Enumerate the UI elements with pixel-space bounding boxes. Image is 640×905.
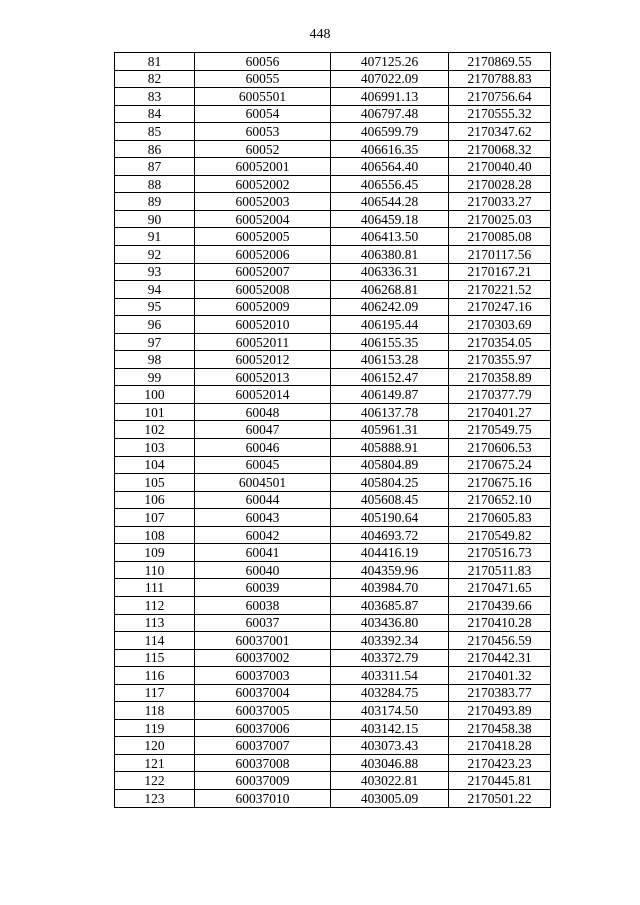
- x-coordinate-cell: 406459.18: [331, 210, 449, 228]
- table-row: [115, 228, 551, 246]
- point-id-cell: 60037002: [195, 649, 331, 667]
- y-coordinate-cell: 2170445.81: [449, 772, 551, 790]
- y-coordinate-cell: 2170456.59: [449, 632, 551, 650]
- row-number-cell: 107: [115, 509, 195, 527]
- point-id-cell: 60052013: [195, 368, 331, 386]
- point-id-cell: 60052005: [195, 228, 331, 246]
- point-id-cell: 60052009: [195, 298, 331, 316]
- row-number-cell: 85: [115, 123, 195, 141]
- table-row: [115, 333, 551, 351]
- y-coordinate-cell: 2170383.77: [449, 684, 551, 702]
- x-coordinate-cell: 404416.19: [331, 544, 449, 562]
- table-row: [115, 772, 551, 790]
- point-id-cell: 60052012: [195, 351, 331, 369]
- table-row: [115, 579, 551, 597]
- row-number-cell: 104: [115, 456, 195, 474]
- row-number-cell: 121: [115, 754, 195, 772]
- point-id-cell: 60052014: [195, 386, 331, 404]
- table-row: [115, 754, 551, 772]
- row-number-cell: 115: [115, 649, 195, 667]
- table-row: [115, 281, 551, 299]
- x-coordinate-cell: 403005.09: [331, 789, 449, 807]
- row-number-cell: 106: [115, 491, 195, 509]
- point-id-cell: 60052003: [195, 193, 331, 211]
- table-row: [115, 596, 551, 614]
- point-id-cell: 60039: [195, 579, 331, 597]
- x-coordinate-cell: 403436.80: [331, 614, 449, 632]
- x-coordinate-cell: 403174.50: [331, 702, 449, 720]
- coordinates-table: [114, 52, 551, 808]
- y-coordinate-cell: 2170358.89: [449, 368, 551, 386]
- y-coordinate-cell: 2170501.22: [449, 789, 551, 807]
- table-row: [115, 88, 551, 106]
- row-number-cell: 83: [115, 88, 195, 106]
- x-coordinate-cell: 403984.70: [331, 579, 449, 597]
- point-id-cell: 60041: [195, 544, 331, 562]
- row-number-cell: 98: [115, 351, 195, 369]
- row-number-cell: 109: [115, 544, 195, 562]
- x-coordinate-cell: 406564.40: [331, 158, 449, 176]
- point-id-cell: 60037: [195, 614, 331, 632]
- y-coordinate-cell: 2170458.38: [449, 719, 551, 737]
- row-number-cell: 90: [115, 210, 195, 228]
- table-row: [115, 316, 551, 334]
- y-coordinate-cell: 2170471.65: [449, 579, 551, 597]
- x-coordinate-cell: 405804.25: [331, 474, 449, 492]
- row-number-cell: 112: [115, 596, 195, 614]
- table-row: [115, 632, 551, 650]
- y-coordinate-cell: 2170221.52: [449, 281, 551, 299]
- table-row: [115, 53, 551, 71]
- y-coordinate-cell: 2170788.83: [449, 70, 551, 88]
- y-coordinate-cell: 2170247.16: [449, 298, 551, 316]
- x-coordinate-cell: 406413.50: [331, 228, 449, 246]
- x-coordinate-cell: 406149.87: [331, 386, 449, 404]
- x-coordinate-cell: 403073.43: [331, 737, 449, 755]
- row-number-cell: 111: [115, 579, 195, 597]
- row-number-cell: 100: [115, 386, 195, 404]
- x-coordinate-cell: 407022.09: [331, 70, 449, 88]
- x-coordinate-cell: 403372.79: [331, 649, 449, 667]
- row-number-cell: 102: [115, 421, 195, 439]
- row-number-cell: 97: [115, 333, 195, 351]
- point-id-cell: 60055: [195, 70, 331, 88]
- point-id-cell: 60038: [195, 596, 331, 614]
- table-row: [115, 667, 551, 685]
- y-coordinate-cell: 2170652.10: [449, 491, 551, 509]
- row-number-cell: 89: [115, 193, 195, 211]
- y-coordinate-cell: 2170511.83: [449, 561, 551, 579]
- y-coordinate-cell: 2170303.69: [449, 316, 551, 334]
- row-number-cell: 114: [115, 632, 195, 650]
- y-coordinate-cell: 2170605.83: [449, 509, 551, 527]
- table-row: [115, 421, 551, 439]
- x-coordinate-cell: 406242.09: [331, 298, 449, 316]
- point-id-cell: 60054: [195, 105, 331, 123]
- point-id-cell: 60037006: [195, 719, 331, 737]
- x-coordinate-cell: 405888.91: [331, 439, 449, 457]
- point-id-cell: 6004501: [195, 474, 331, 492]
- x-coordinate-cell: 405608.45: [331, 491, 449, 509]
- table-row: [115, 246, 551, 264]
- y-coordinate-cell: 2170516.73: [449, 544, 551, 562]
- y-coordinate-cell: 2170347.62: [449, 123, 551, 141]
- table-row: [115, 158, 551, 176]
- row-number-cell: 96: [115, 316, 195, 334]
- y-coordinate-cell: 2170410.28: [449, 614, 551, 632]
- table-row: [115, 649, 551, 667]
- row-number-cell: 105: [115, 474, 195, 492]
- x-coordinate-cell: 406152.47: [331, 368, 449, 386]
- x-coordinate-cell: 406195.44: [331, 316, 449, 334]
- point-id-cell: 60052008: [195, 281, 331, 299]
- x-coordinate-cell: 407125.26: [331, 53, 449, 71]
- table-row: [115, 684, 551, 702]
- y-coordinate-cell: 2170549.82: [449, 526, 551, 544]
- row-number-cell: 122: [115, 772, 195, 790]
- x-coordinate-cell: 406544.28: [331, 193, 449, 211]
- row-number-cell: 103: [115, 439, 195, 457]
- y-coordinate-cell: 2170117.56: [449, 246, 551, 264]
- row-number-cell: 95: [115, 298, 195, 316]
- point-id-cell: 60037008: [195, 754, 331, 772]
- y-coordinate-cell: 2170442.31: [449, 649, 551, 667]
- table-row: [115, 123, 551, 141]
- point-id-cell: 60052007: [195, 263, 331, 281]
- row-number-cell: 88: [115, 175, 195, 193]
- row-number-cell: 87: [115, 158, 195, 176]
- row-number-cell: 84: [115, 105, 195, 123]
- y-coordinate-cell: 2170167.21: [449, 263, 551, 281]
- row-number-cell: 101: [115, 403, 195, 421]
- point-id-cell: 60037003: [195, 667, 331, 685]
- y-coordinate-cell: 2170401.27: [449, 403, 551, 421]
- y-coordinate-cell: 2170439.66: [449, 596, 551, 614]
- x-coordinate-cell: 406137.78: [331, 403, 449, 421]
- point-id-cell: 60052001: [195, 158, 331, 176]
- point-id-cell: 60040: [195, 561, 331, 579]
- table-row: [115, 263, 551, 281]
- point-id-cell: 60048: [195, 403, 331, 421]
- table-row: [115, 403, 551, 421]
- point-id-cell: 60037001: [195, 632, 331, 650]
- x-coordinate-cell: 406380.81: [331, 246, 449, 264]
- point-id-cell: 60037005: [195, 702, 331, 720]
- table-row: [115, 368, 551, 386]
- y-coordinate-cell: 2170355.97: [449, 351, 551, 369]
- point-id-cell: 60044: [195, 491, 331, 509]
- table-row: [115, 789, 551, 807]
- x-coordinate-cell: 406797.48: [331, 105, 449, 123]
- table-row: [115, 719, 551, 737]
- row-number-cell: 93: [115, 263, 195, 281]
- point-id-cell: 60045: [195, 456, 331, 474]
- table-row: [115, 474, 551, 492]
- point-id-cell: 60052004: [195, 210, 331, 228]
- row-number-cell: 123: [115, 789, 195, 807]
- y-coordinate-cell: 2170869.55: [449, 53, 551, 71]
- y-coordinate-cell: 2170068.32: [449, 140, 551, 158]
- row-number-cell: 117: [115, 684, 195, 702]
- y-coordinate-cell: 2170555.32: [449, 105, 551, 123]
- table-row: [115, 193, 551, 211]
- point-id-cell: 60037009: [195, 772, 331, 790]
- row-number-cell: 113: [115, 614, 195, 632]
- point-id-cell: 60052010: [195, 316, 331, 334]
- row-number-cell: 116: [115, 667, 195, 685]
- y-coordinate-cell: 2170354.05: [449, 333, 551, 351]
- x-coordinate-cell: 403142.15: [331, 719, 449, 737]
- y-coordinate-cell: 2170423.23: [449, 754, 551, 772]
- point-id-cell: 60037004: [195, 684, 331, 702]
- point-id-cell: 60037010: [195, 789, 331, 807]
- table-row: [115, 105, 551, 123]
- x-coordinate-cell: 406268.81: [331, 281, 449, 299]
- x-coordinate-cell: 403311.54: [331, 667, 449, 685]
- point-id-cell: 60047: [195, 421, 331, 439]
- table-row: [115, 544, 551, 562]
- table-row: [115, 386, 551, 404]
- point-id-cell: 60052006: [195, 246, 331, 264]
- row-number-cell: 94: [115, 281, 195, 299]
- y-coordinate-cell: 2170549.75: [449, 421, 551, 439]
- point-id-cell: 6005501: [195, 88, 331, 106]
- x-coordinate-cell: 403046.88: [331, 754, 449, 772]
- x-coordinate-cell: 406155.35: [331, 333, 449, 351]
- x-coordinate-cell: 406599.79: [331, 123, 449, 141]
- point-id-cell: 60052: [195, 140, 331, 158]
- x-coordinate-cell: 403685.87: [331, 596, 449, 614]
- y-coordinate-cell: 2170756.64: [449, 88, 551, 106]
- row-number-cell: 99: [115, 368, 195, 386]
- point-id-cell: 60052011: [195, 333, 331, 351]
- row-number-cell: 82: [115, 70, 195, 88]
- table-row: [115, 509, 551, 527]
- y-coordinate-cell: 2170606.53: [449, 439, 551, 457]
- x-coordinate-cell: 403022.81: [331, 772, 449, 790]
- x-coordinate-cell: 406556.45: [331, 175, 449, 193]
- table-row: [115, 351, 551, 369]
- point-id-cell: 60056: [195, 53, 331, 71]
- table-row: [115, 70, 551, 88]
- table-row: [115, 491, 551, 509]
- y-coordinate-cell: 2170085.08: [449, 228, 551, 246]
- row-number-cell: 108: [115, 526, 195, 544]
- table-row: [115, 456, 551, 474]
- table-row: [115, 439, 551, 457]
- x-coordinate-cell: 405804.89: [331, 456, 449, 474]
- x-coordinate-cell: 405961.31: [331, 421, 449, 439]
- x-coordinate-cell: 404693.72: [331, 526, 449, 544]
- row-number-cell: 91: [115, 228, 195, 246]
- table-row: [115, 561, 551, 579]
- table-row: [115, 702, 551, 720]
- x-coordinate-cell: 406153.28: [331, 351, 449, 369]
- x-coordinate-cell: 403392.34: [331, 632, 449, 650]
- table-row: [115, 175, 551, 193]
- x-coordinate-cell: 406616.35: [331, 140, 449, 158]
- row-number-cell: 110: [115, 561, 195, 579]
- table-row: [115, 140, 551, 158]
- point-id-cell: 60043: [195, 509, 331, 527]
- point-id-cell: 60053: [195, 123, 331, 141]
- point-id-cell: 60052002: [195, 175, 331, 193]
- row-number-cell: 119: [115, 719, 195, 737]
- table-row: [115, 210, 551, 228]
- row-number-cell: 120: [115, 737, 195, 755]
- y-coordinate-cell: 2170033.27: [449, 193, 551, 211]
- y-coordinate-cell: 2170040.40: [449, 158, 551, 176]
- x-coordinate-cell: 403284.75: [331, 684, 449, 702]
- y-coordinate-cell: 2170493.89: [449, 702, 551, 720]
- row-number-cell: 81: [115, 53, 195, 71]
- y-coordinate-cell: 2170675.16: [449, 474, 551, 492]
- point-id-cell: 60046: [195, 439, 331, 457]
- point-id-cell: 60042: [195, 526, 331, 544]
- row-number-cell: 92: [115, 246, 195, 264]
- x-coordinate-cell: 406336.31: [331, 263, 449, 281]
- table-row: [115, 614, 551, 632]
- table-body: [115, 53, 551, 808]
- y-coordinate-cell: 2170418.28: [449, 737, 551, 755]
- table-row: [115, 526, 551, 544]
- x-coordinate-cell: 404359.96: [331, 561, 449, 579]
- x-coordinate-cell: 405190.64: [331, 509, 449, 527]
- page-number: 448: [309, 27, 331, 42]
- y-coordinate-cell: 2170025.03: [449, 210, 551, 228]
- point-id-cell: 60037007: [195, 737, 331, 755]
- y-coordinate-cell: 2170401.32: [449, 667, 551, 685]
- row-number-cell: 118: [115, 702, 195, 720]
- x-coordinate-cell: 406991.13: [331, 88, 449, 106]
- y-coordinate-cell: 2170028.28: [449, 175, 551, 193]
- y-coordinate-cell: 2170377.79: [449, 386, 551, 404]
- y-coordinate-cell: 2170675.24: [449, 456, 551, 474]
- table-row: [115, 737, 551, 755]
- table-row: [115, 298, 551, 316]
- row-number-cell: 86: [115, 140, 195, 158]
